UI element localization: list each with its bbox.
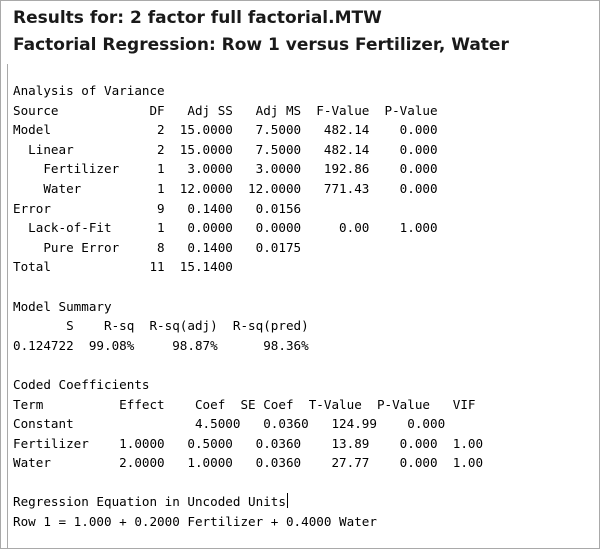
model-summary-title: Model Summary xyxy=(13,298,112,314)
anova-row-error: Error 9 0.1400 0.0156 xyxy=(13,200,302,216)
regression-title-line xyxy=(13,492,593,512)
anova-row-fertilizer: Fertilizer 1 3.0000 3.0000 192.86 0.000 xyxy=(13,161,438,177)
analysis-title: Factorial Regression: Row 1 versus Fertilizer, Water xyxy=(13,35,509,55)
text-cursor xyxy=(287,493,288,508)
coefficients-title: Coded Coefficients xyxy=(13,376,150,392)
anova-row-lack-of-fit: Lack-of-Fit 1 0.0000 0.0000 0.00 1.000 xyxy=(13,220,438,236)
output-left-divider xyxy=(7,64,8,548)
spacer xyxy=(13,473,593,493)
model-summary-row: 0.124722 99.08% 98.87% 98.36% xyxy=(13,337,309,353)
model-summary-header: S R-sq R-sq(adj) R-sq(pred) xyxy=(13,318,309,334)
regression-title: Regression Equation in Uncoded Units xyxy=(13,494,286,510)
anova-row-model: Model 2 15.0000 7.5000 482.14 0.000 xyxy=(13,122,438,138)
coefficient-row-fertilizer: Fertilizer 1.0000 0.5000 0.0360 13.89 0.000 1.00 xyxy=(13,435,484,451)
anova-title: Analysis of Variance xyxy=(13,83,165,98)
anova-row-total: Total 11 15.1400 xyxy=(13,259,233,275)
spacer xyxy=(13,355,593,375)
anova-header: Source DF Adj SS Adj MS F-Value P-Value xyxy=(13,102,438,118)
results-title: Results for: 2 factor full factorial.MTW xyxy=(13,8,382,28)
spacer xyxy=(13,277,593,297)
regression-equation: Row 1 = 1.000 + 0.2000 Fertilizer + 0.4000 Water xyxy=(13,514,377,530)
anova-row-pure-error: Pure Error 8 0.1400 0.0175 xyxy=(13,239,302,255)
coefficient-row-water: Water 2.0000 1.0000 0.0360 27.77 0.000 1.00 xyxy=(13,455,484,471)
coefficients-header: Term Effect Coef SE Coef T-Value P-Value VIF xyxy=(13,396,476,412)
anova-row-linear: Linear 2 15.0000 7.5000 482.14 0.000 xyxy=(13,141,438,157)
session-output[interactable] xyxy=(13,81,593,541)
coefficient-row-constant: Constant 4.5000 0.0360 124.99 0.000 xyxy=(13,416,446,432)
anova-row-water: Water 1 12.0000 12.0000 771.43 0.000 xyxy=(13,180,438,196)
